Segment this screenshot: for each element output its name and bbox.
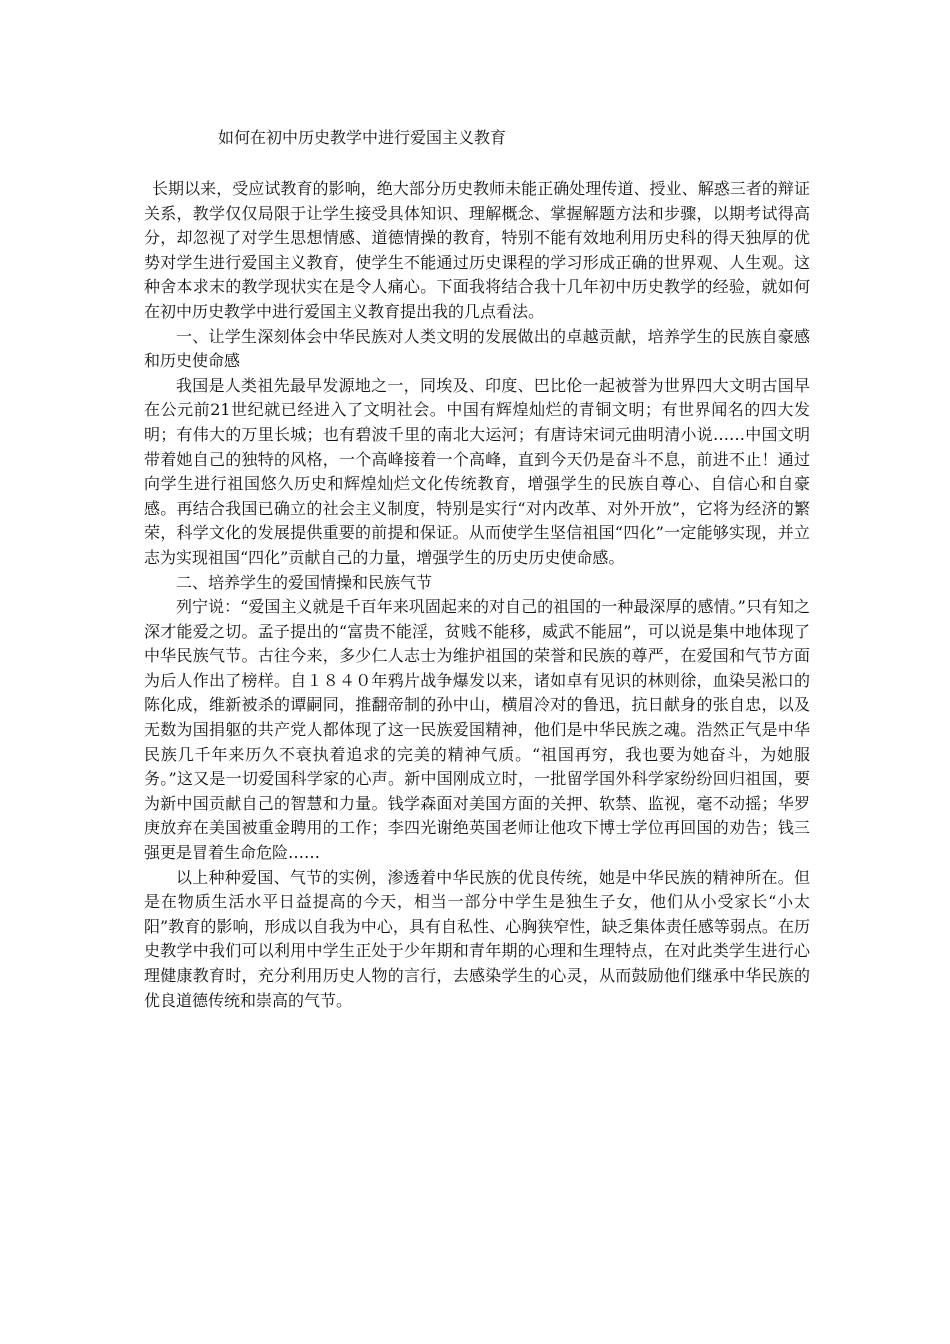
paragraph-section-1: 我国是人类祖先最早发源地之一，同埃及、印度、巴比伦一起被誉为世界四大文明古国早在公元前21世纪就已经进入了文明社会。中国有辉煌灿烂的青铜文明；有世界闻名的四大发明；有伟大的万里长城；也有碧波千里的南北大运河；有唐诗宋词元曲明清小说……中国文明带着她自己的独特的风格，一个高峰接着一个高峰，直到今天仍是奋斗不息，前进不止！通过向学生进行祖国悠久历史和辉煌灿烂文化传统教育，增强学生的民族自尊心、自信心和自豪感。再结合我国已确立的社会主义制度，特别是实行“对内改革、对外开放”，它将为经济的繁荣，科学文化的发展提供重要的前提和保证。从而使学生坚信祖国“四化”一定能够实现，并立志为实现祖国“四化”贡献自己的力量，增强学生的历史历史使命感。: [144, 375, 810, 567]
section-heading-2: 二、培养学生的爱国情操和民族气节: [176, 572, 433, 592]
paragraph-conclusion: 以上种种爱国、气节的实例，渗透着中华民族的优良传统，她是中华民族的精神所在。但是在物质生活水平日益提高的今天，相当一部分中学生是独生子女，他们从小受家长“小太阳”教育的影响，形成以自我为中心，具有自私性、心胸狭窄性，缺乏集体责任感等弱点。在历史教学中我们可以利用中学生正处于少年期和青年期的心理和生理特点，在对此类学生进行心理健康教育时，充分利用历史人物的言行，去感染学生的心灵，从而鼓励他们继承中华民族的优良道德传统和崇高的气节。: [144, 867, 810, 1010]
document-title: 如何在初中历史教学中进行爱国主义教育: [218, 128, 507, 147]
document-body: [144, 177, 810, 1013]
section-heading-1: 一、让学生深刻体会中华民族对人类文明的发展做出的卓越贡献，培养学生的民族自豪感和历史使命感: [144, 326, 810, 371]
paragraph-intro: 长期以来，受应试教育的影响，绝大部分历史教师未能正确处理传道、授业、解惑三者的辩证关系，教学仅仅局限于让学生接受具体知识、理解概念、掌握解题方法和步骤，以期考试得高分，却忽视了对学生思想情感、道德情操的教育，特别不能有效地利用历史科的得天独厚的优势对学生进行爱国主义教育，使学生不能通过历史课程的学习形成正确的世界观、人生观。这种舍本求末的教学现状实在是令人痛心。下面我将结合我十几年初中历史教学的经验，就如何在初中历史教学中进行爱国主义教育提出我的几点看法。: [144, 179, 810, 321]
paragraph-section-2: 列宁说：“爱国主义就是千百年来巩固起来的对自己的祖国的一种最深厚的感情。”只有知之深才能爱之切。孟子提出的“富贵不能淫，贫贱不能移，威武不能屈”，可以说是集中地体现了中华民族气节。古往今来，多少仁人志士为维护祖国的荣誉和民族的尊严，在爱国和气节方面为后人作出了榜样。自１８４０年鸦片战争爆发以来，诸如卓有见识的林则徐，血染吴淞口的陈化成，维新被杀的谭嗣同，推翻帝制的孙中山，横眉冷对的鲁迅，抗日献身的张自忠，以及无数为国捐躯的共产党人都体现了这一民族爱国精神，他们是中华民族之魂。浩然正气是中华民族几千年来历久不衰执着追求的完美的精神气质。“祖国再穷，我也要为她奋斗，为她服务。”这又是一切爱国科学家的心声。新中国刚成立时，一批留学国外科学家纷纷回归祖国，要为新中国贡献自己的智慧和力量。钱学森面对美国方面的关押、软禁、监视，毫不动摇；华罗庚放弃在美国被重金聘用的工作；李四光谢绝英国老师让他攻下博士学位再回国的劝告；钱三强更是冒着生命危险……: [144, 597, 810, 863]
